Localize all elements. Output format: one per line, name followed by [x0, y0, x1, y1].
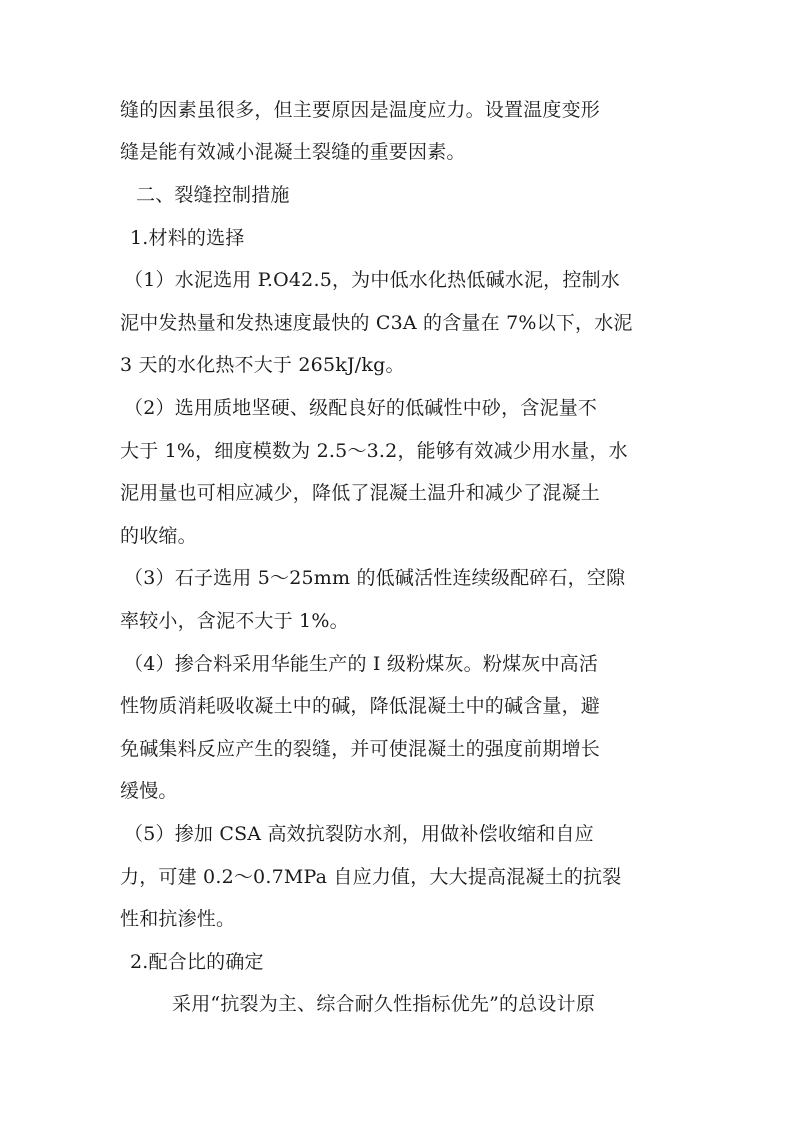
subsection-heading: 2.配合比的确定: [130, 951, 264, 973]
paragraph-line: 缓慢。: [120, 780, 178, 802]
subsection-heading: 1.材料的选择: [130, 227, 245, 249]
paragraph-line: 泥用量也可相应减少，降低了混凝土温升和减少了混凝土: [120, 482, 601, 504]
paragraph-line: （5）掺加 CSA 高效抗裂防水剂，用做补偿收缩和自应: [124, 823, 594, 845]
paragraph-line: 的收缩。: [120, 525, 197, 547]
paragraph-line: 缝的因素虽很多，但主要原因是温度应力。设置温度变形: [120, 99, 601, 121]
paragraph-line: 性物质消耗吸收凝土中的碱，降低混凝土中的碱含量，避: [120, 695, 601, 717]
section-heading: 二、裂缝控制措施: [136, 184, 290, 206]
paragraph-line: 力，可建 0.2～0.7MPa 自应力值，大大提高混凝土的抗裂: [120, 866, 622, 888]
paragraph-line: 3 天的水化热不大于 265kJ/kg。: [120, 354, 405, 376]
paragraph-line: （1）水泥选用 P.O42.5，为中低水化热低碱水泥，控制水: [124, 269, 620, 291]
paragraph-line: （4）掺合料采用华能生产的 I 级粉煤灰。粉煤灰中高活: [124, 653, 599, 675]
paragraph-line: 免碱集料反应产生的裂缝，并可使混凝土的强度前期增长: [120, 738, 601, 760]
paragraph-line: 大于 1%，细度模数为 2.5～3.2，能够有效减少用水量，水: [120, 440, 628, 462]
paragraph-line: 采用“抗裂为主、综合耐久性指标优先”的总设计原: [172, 993, 596, 1015]
paragraph-line: 泥中发热量和发热速度最快的 C3A 的含量在 7%以下，水泥: [120, 312, 633, 334]
paragraph-line: 性和抗渗性。: [120, 908, 236, 930]
paragraph-line: 缝是能有效减小混凝土裂缝的重要因素。: [120, 141, 466, 163]
paragraph-line: （2）选用质地坚硬、级配良好的低碱性中砂，含泥量不: [124, 397, 598, 419]
paragraph-line: 率较小，含泥不大于 1%。: [120, 610, 349, 632]
paragraph-line: （3）石子选用 5～25mm 的低碱活性连续级配碎石，空隙: [124, 567, 626, 589]
